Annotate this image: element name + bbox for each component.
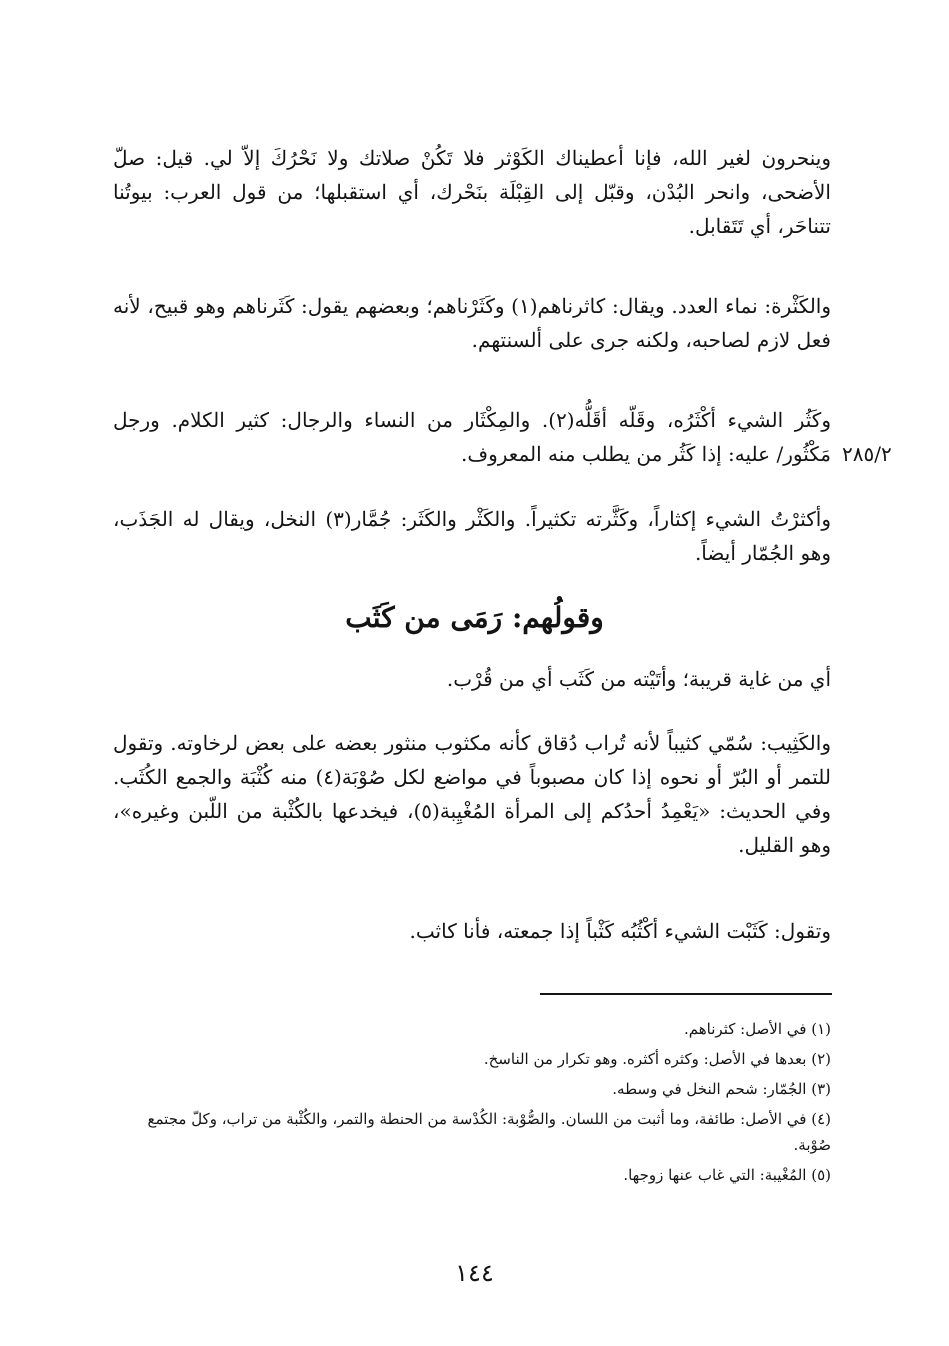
paragraph-7 [113,914,831,948]
paragraph-6 [113,726,831,862]
paragraph-text: وأكثرْتُ الشيء إكثاراً، وكَثَّرته تكثيراً. والكَثْر والكَثَر: جُمَّار(٣) النخل، ويقال له الجَذَب، وهو الجُمّار أيضاً. [113,507,831,565]
footnote-1: (١) في الأصل: كثرناهم. [684,1020,831,1038]
footnote-5: (٥) المُغْيبة: التي غاب عنها زوجها. [623,1166,831,1184]
paragraph-4 [113,502,831,570]
paragraph-text: وتقول: كَثَبْت الشيء أكْثُبُه كَثْباً إذا جمعته، فأنا كاثب. [409,919,831,943]
footnote-4: (٤) في الأصل: طائفة، وما أثبت من اللسان. والصُّوْبة: الكُدْسة من الحنطة والتمر، والكُثْبة من تراب، وكلّ مجتمع صُوْبة. [147,1110,831,1154]
paragraph-text: وينحرون لغير الله، فإنا أعطيناك الكَوْثر فلا تَكُنْ صلاتك ولا نَحْرُكَ إلاّ لي. قيل: صلّ الأضحى، وانحر البُدْن، وقبّل إلى القِبْلَة بنَحْرك، أي استقبلها؛ من قول العرب: بيوتُنا تتناحَر، أي تَتَقابل. [113,146,831,238]
footnotes [113,1016,831,1192]
margin-page-reference: ٢٨٥/٢ [842,442,892,466]
paragraph-1 [113,141,831,243]
footnote-separator [540,993,832,995]
section-heading: وقولُهم: رَمَى من كَثَب [345,601,604,634]
paragraph-text: وكَثُر الشيء أكْثَرُه، وقَلّه أقَلُّه(٢). والمِكْثَار من النساء والرجال: كثير الكلام. ورجل مَكْثُور/ عليه: إذا كَثُر من يطلب منه المعروف. [113,408,831,466]
page-number: ١٤٤ [455,1259,494,1287]
paragraph-5 [113,662,831,696]
paragraph-text: والكَثِيب: سُمّي كثيباً لأنه تُراب دُقاق كأنه مكثوب منثور بعضه على بعض لرخاوته. وتقول للتمر أو البُرّ أو نحوه إذا كان مصبوباً في مواضع لكل صُوْبَة(٤) منه كُثْبَة والجمع الكُثَب. وفي الحديث: «يَعْمِدُ أحدُكم إلى المرأة المُغْيِبة(٥)، فيخدعها بالكُثْبة من اللّبن وغيره»، وهو القليل. [113,731,831,857]
paragraph-3 [113,403,831,471]
footnote-3: (٣) الجُمّار: شحم النخل في وسطه. [612,1080,831,1098]
footnote-2: (٢) بعدها في الأصل: وكثره أكثره. وهو تكرار من الناسخ. [483,1050,831,1068]
paragraph-text: أي من غاية قريبة؛ وأتَيْته من كَثَب أي من قُرْب. [446,667,831,691]
paragraph-2 [113,289,831,357]
paragraph-text: والكَثْرة: نماء العدد. ويقال: كاثرناهم(١) وكَثَرْناهم؛ وبعضهم يقول: كَثَرناهم وهو قبيح، لأنه فعل لازم لصاحبه، ولكنه جرى على ألسنتهم. [113,294,831,352]
